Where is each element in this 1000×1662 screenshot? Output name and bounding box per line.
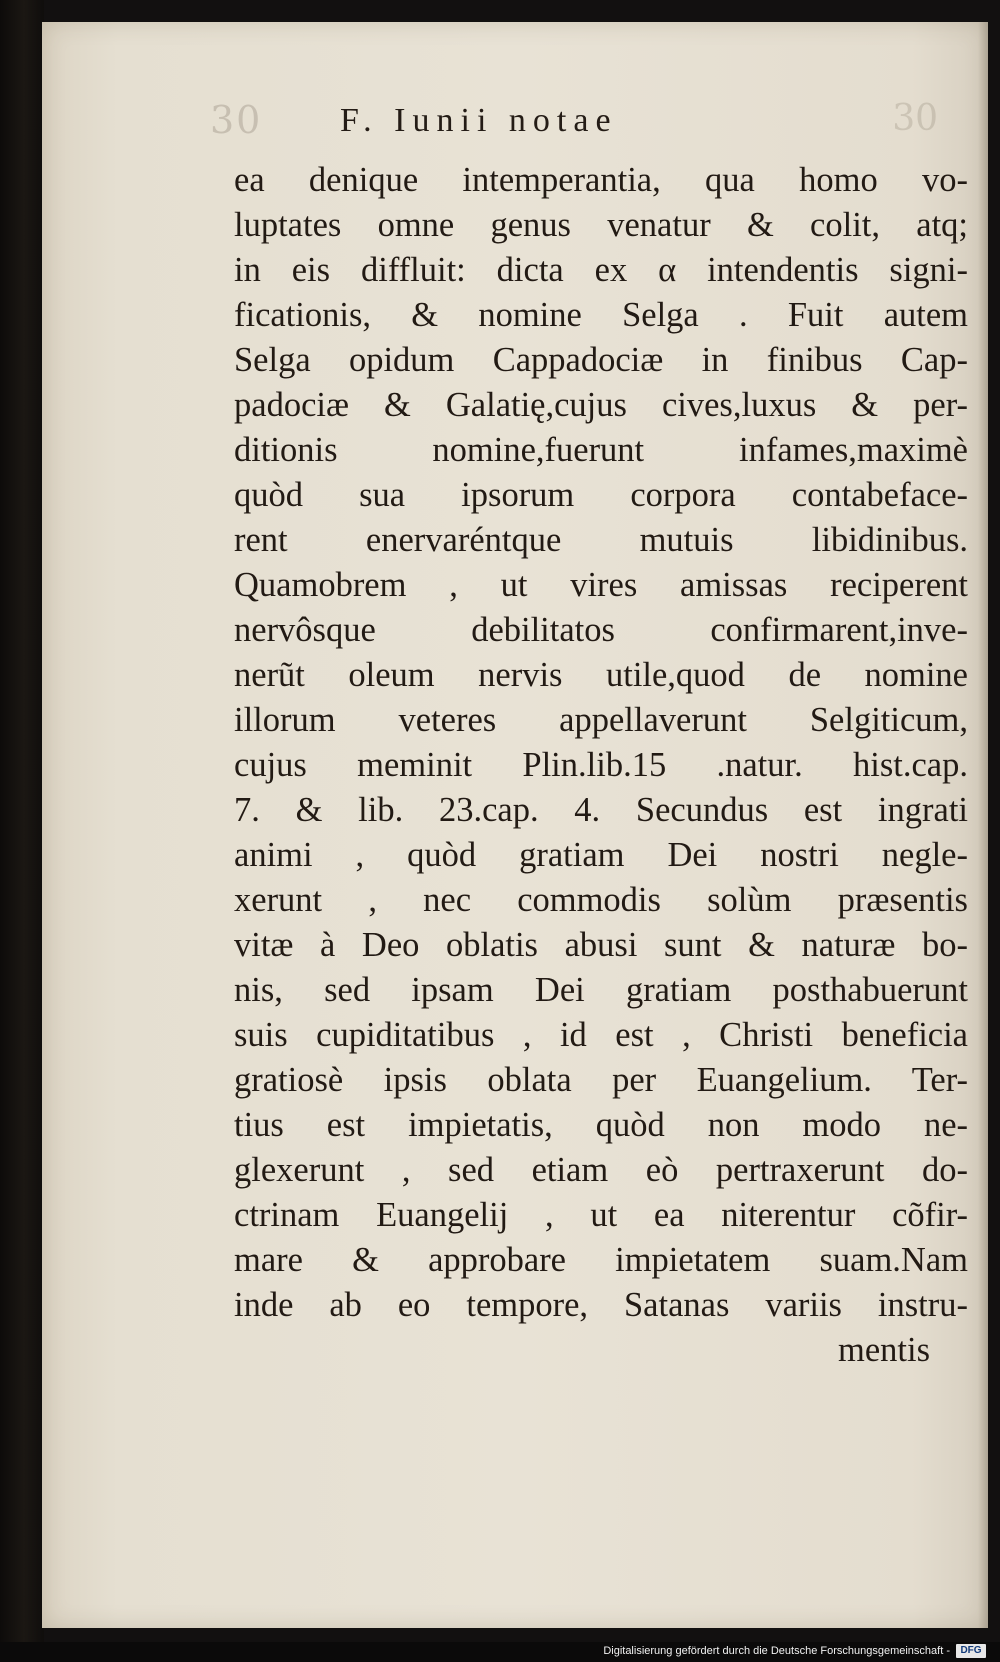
text-line: mare & approbare impietatem suam.Nam bbox=[234, 1241, 968, 1279]
dfg-logo: DFG bbox=[956, 1644, 986, 1658]
text-line: nis, sed ipsam Dei gratiam posthabuerunt bbox=[234, 971, 968, 1009]
body-text bbox=[234, 158, 968, 1373]
text-line: ditionis nomine,fuerunt infames,maximè bbox=[234, 431, 968, 469]
text-line: inde ab eo tempore, Satanas variis instru- bbox=[234, 1286, 968, 1324]
text-line: animi , quòd gratiam Dei nostri negle- bbox=[234, 836, 968, 874]
text-line: Selga opidum Cappadociæ in finibus Cap- bbox=[234, 341, 968, 379]
text-line: quòd sua ipsorum corpora contabeface- bbox=[234, 476, 968, 514]
text-line: ficationis, & nomine Selga . Fuit autem bbox=[234, 296, 968, 334]
text-line: ctrinam Euangelij , ut ea niterentur cõfir- bbox=[234, 1196, 968, 1234]
text-line: glexerunt , sed etiam eò pertraxerunt do- bbox=[234, 1151, 968, 1189]
bleed-through-page-number: 30 bbox=[210, 98, 263, 142]
text-line: gratiosè ipsis oblata per Euangelium. Ter- bbox=[234, 1061, 968, 1099]
text-line: tius est impietatis, quòd non modo ne- bbox=[234, 1106, 968, 1144]
text-line: Quamobrem , ut vires amissas reciperent bbox=[234, 566, 968, 604]
text-line: xerunt , nec commodis solùm præsentis bbox=[234, 881, 968, 919]
text-line: 7. & lib. 23.cap. 4. Secundus est ingrati bbox=[234, 791, 968, 829]
text-line: luptates omne genus venatur & colit, atq; bbox=[234, 206, 968, 244]
text-line: ea denique intemperantia, qua homo vo- bbox=[234, 161, 968, 199]
page-edge-shadow bbox=[978, 22, 988, 1628]
text-line: vitæ à Deo oblatis abusi sunt & naturæ bo- bbox=[234, 926, 968, 964]
bleed-through-mark: 30 bbox=[892, 98, 938, 139]
text-line: padociæ & Galatię,cujus cives,luxus & per- bbox=[234, 386, 968, 424]
text-line: illorum veteres appellaverunt Selgiticum, bbox=[234, 701, 968, 739]
funding-credit: Digitalisierung gefördert durch die Deutsche Forschungsgemeinschaft - bbox=[603, 1645, 950, 1657]
text-line: rent enervaréntque mutuis libidinibus. bbox=[234, 521, 968, 559]
text-line: in eis diffluit: dicta ex α intendentis signi- bbox=[234, 251, 968, 289]
catchword: mentis bbox=[838, 1331, 930, 1369]
book-spine bbox=[0, 0, 44, 1662]
text-line: cujus meminit Plin.lib.15 .natur. hist.cap. bbox=[234, 746, 968, 784]
running-head: F. Iunii notae bbox=[340, 102, 618, 139]
text-line: nerũt oleum nervis utile,quod de nomine bbox=[234, 656, 968, 694]
text-line: suis cupiditatibus , id est , Christi beneficia bbox=[234, 1016, 968, 1054]
text-line: nervôsque debilitatos confirmarent,inve- bbox=[234, 611, 968, 649]
